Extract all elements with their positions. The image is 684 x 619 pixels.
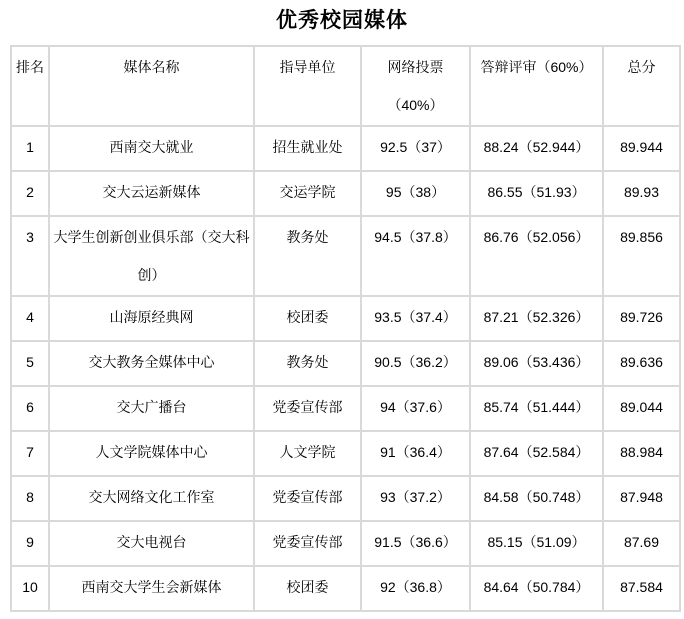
table-row [11,476,680,521]
cell-review: 85.15（51.09） [470,521,603,566]
cell-vote: 95（38） [361,171,470,216]
cell-total: 89.636 [603,341,680,386]
table-row [11,521,680,566]
cell-review: 85.74（51.444） [470,386,603,431]
cell-vote: 94（37.6） [361,386,470,431]
cell-rank: 10 [11,566,49,611]
cell-vote: 92（36.8） [361,566,470,611]
cell-vote: 92.5（37） [361,126,470,171]
cell-vote: 91（36.4） [361,431,470,476]
cell-total: 89.726 [603,296,680,341]
cell-name: 人文学院媒体中心 [49,431,254,476]
cell-name: 交大电视台 [49,521,254,566]
cell-review: 84.64（50.784） [470,566,603,611]
table-row [11,341,680,386]
cell-review: 86.55（51.93） [470,171,603,216]
header-vote-line1: 网络投票 [387,59,444,75]
header-name: 媒体名称 [49,46,254,126]
cell-total: 89.93 [603,171,680,216]
cell-rank: 9 [11,521,49,566]
cell-rank: 6 [11,386,49,431]
cell-total: 87.948 [603,476,680,521]
cell-unit: 校团委 [254,566,361,611]
score-table [10,45,681,612]
cell-review: 87.64（52.584） [470,431,603,476]
cell-name: 交大广播台 [49,386,254,431]
cell-rank: 7 [11,431,49,476]
header-vote [361,46,470,126]
table-row [11,566,680,611]
cell-vote: 94.5（37.8） [361,216,470,296]
header-review: 答辩评审（60%） [470,46,603,126]
cell-unit: 教务处 [254,216,361,296]
header-rank: 排名 [11,46,49,126]
cell-vote: 93.5（37.4） [361,296,470,341]
cell-unit: 校团委 [254,296,361,341]
table-row [11,171,680,216]
cell-unit: 交运学院 [254,171,361,216]
cell-unit: 教务处 [254,341,361,386]
cell-rank: 1 [11,126,49,171]
table-row [11,431,680,476]
cell-total: 89.944 [603,126,680,171]
cell-review: 87.21（52.326） [470,296,603,341]
cell-rank: 2 [11,171,49,216]
cell-name: 交大云运新媒体 [49,171,254,216]
table-row [11,126,680,171]
page-title: 优秀校园媒体 [276,9,408,32]
cell-unit: 党委宣传部 [254,476,361,521]
table-row [11,386,680,431]
table-header-row [11,46,680,126]
cell-review: 86.76（52.056） [470,216,603,296]
cell-name: 山海原经典网 [49,296,254,341]
cell-vote: 91.5（36.6） [361,521,470,566]
cell-review: 89.06（53.436） [470,341,603,386]
cell-review: 84.58（50.748） [470,476,603,521]
cell-name: 交大网络文化工作室 [49,476,254,521]
header-vote-line2: （40%） [387,97,444,113]
cell-total: 87.69 [603,521,680,566]
cell-review: 88.24（52.944） [470,126,603,171]
cell-name: 大学生创新创业俱乐部（交大科创） [49,216,254,296]
cell-rank: 8 [11,476,49,521]
cell-unit: 招生就业处 [254,126,361,171]
table-row [11,216,680,296]
cell-total: 88.984 [603,431,680,476]
cell-total: 87.584 [603,566,680,611]
header-total: 总分 [603,46,680,126]
cell-total: 89.044 [603,386,680,431]
cell-vote: 93（37.2） [361,476,470,521]
cell-rank: 5 [11,341,49,386]
cell-unit: 党委宣传部 [254,386,361,431]
cell-unit: 党委宣传部 [254,521,361,566]
header-unit: 指导单位 [254,46,361,126]
cell-rank: 3 [11,216,49,296]
table-row [11,296,680,341]
cell-unit: 人文学院 [254,431,361,476]
cell-name: 西南交大学生会新媒体 [49,566,254,611]
cell-name: 西南交大就业 [49,126,254,171]
cell-rank: 4 [11,296,49,341]
cell-name: 交大教务全媒体中心 [49,341,254,386]
cell-vote: 90.5（36.2） [361,341,470,386]
cell-total: 89.856 [603,216,680,296]
